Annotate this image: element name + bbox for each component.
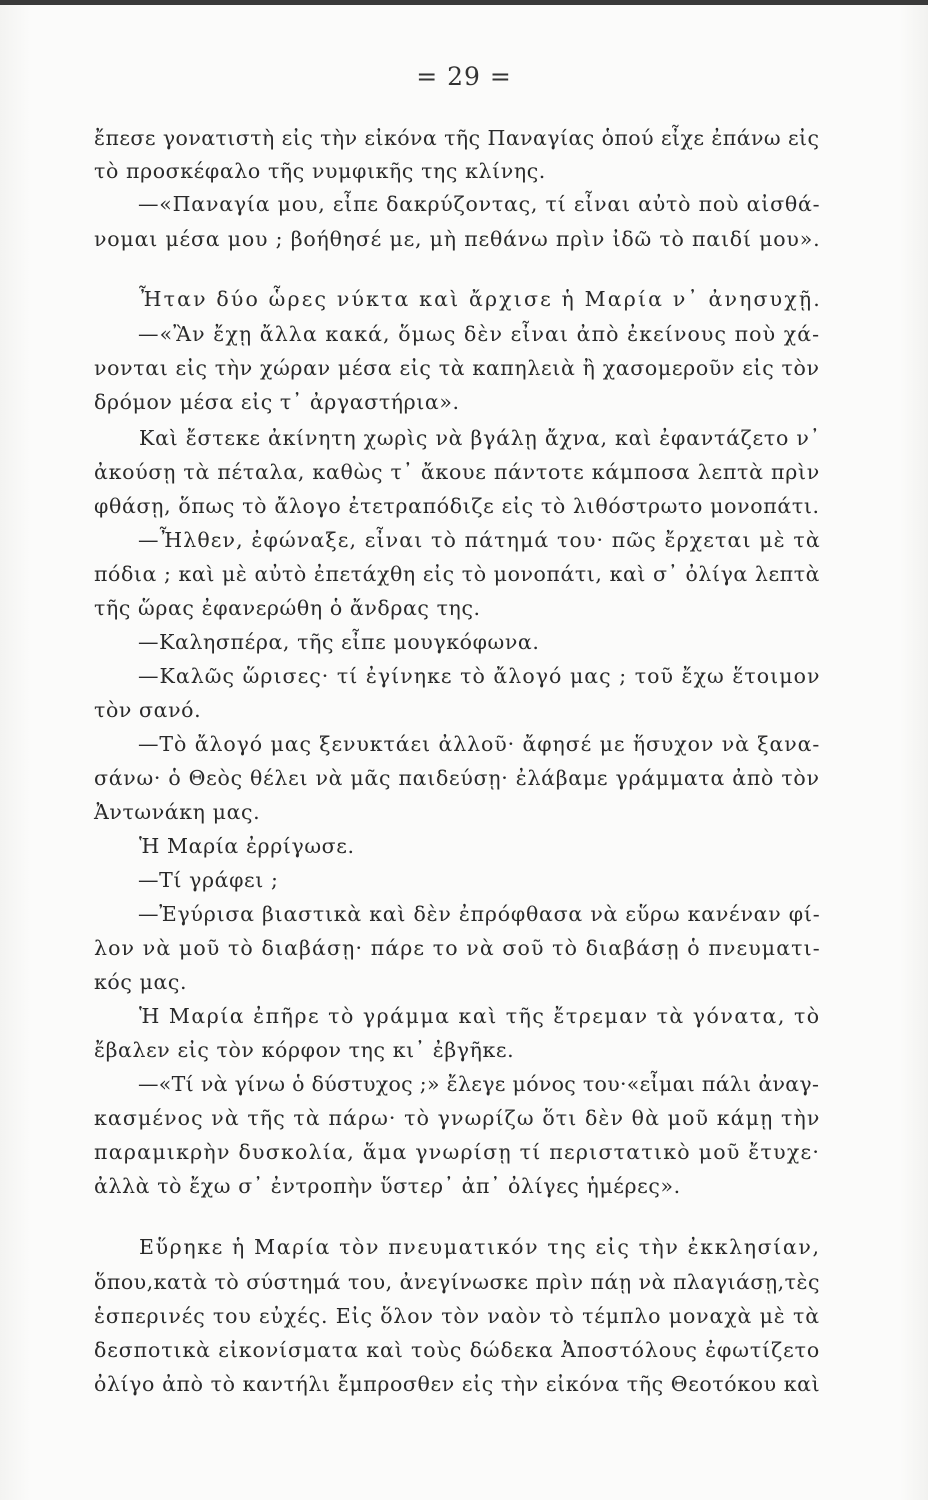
text-line: —Ἐγύρισα βιαστικὰ καὶ δὲν ἐπρόφθασα νὰ εὕρω κανέναν φί- (138, 902, 821, 926)
text-line: Ἡ Μαρία ἐπῆρε τὸ γράμμα καὶ τῆς ἔτρεμαν τὰ γόνατα, τὸ (139, 1004, 821, 1028)
text-line: Ἡ Μαρία ἐρρίγωσε. (139, 834, 355, 858)
text-line: ὅπου,κατὰ τὸ σύστημά του, ἀνεγίνωσκε πρὶν πάῃ νὰ πλαγιάσῃ,τὲς (94, 1270, 820, 1294)
text-line: ἔπεσε γονατιστὴ εἰς τὴν εἰκόνα τῆς Παναγίας ὁπού εἶχε ἐπάνω εἰς (94, 126, 820, 150)
text-line: ἔβαλεν εἰς τὸν κόρφον της κι᾿ ἐβγῆκε. (94, 1038, 515, 1062)
text-line: δεσποτικὰ εἰκονίσματα καὶ τοὺς δώδεκα Ἀποστόλους ἐφωτίζετο (94, 1338, 821, 1362)
text-line: παραμικρὴν δυσκολία, ἅμα γνωρίσῃ τί περιστατικὸ μοῦ ἔτυχε· (94, 1140, 821, 1164)
text-line: νομαι μέσα μου ; βοήθησέ με, μὴ πεθάνω πρὶν ἰδῶ τὸ παιδί μου». (94, 227, 821, 251)
text-line: κός μας. (94, 970, 188, 994)
text-line: ἀκούσῃ τὰ πέταλα, καθὼς τ᾿ ἄκουε πάντοτε κάμποσα λεπτὰ πρὶν (94, 460, 820, 484)
text-line: ὀλίγο ἀπὸ τὸ καντήλι ἔμπροσθεν εἰς τὴν εἰκόνα τῆς Θεοτόκου καὶ (94, 1372, 821, 1396)
text-line: —«Παναγία μου, εἶπε δακρύζοντας, τί εἶναι αὐτὸ ποὺ αἰσθά- (138, 192, 821, 216)
text-line: τὸν σανό. (94, 698, 202, 722)
text-line: —«Ἂν ἔχῃ ἄλλα κακά, ὅμως δὲν εἶναι ἀπὸ ἐκείνους ποὺ χά- (138, 322, 821, 346)
text-line: Εὕρηκε ἡ Μαρία τὸν πνευματικόν της εἰς τὴν ἐκκλησίαν, (139, 1235, 821, 1259)
text-line: νονται εἰς τὴν χώραν μέσα εἰς τὰ καπηλειὰ ἢ χασομεροῦν εἰς τὸν (94, 356, 820, 380)
text-line: —Ἦλθεν, ἐφώναξε, εἶναι τὸ πάτημά του· πῶς ἔρχεται μὲ τὰ (138, 528, 821, 552)
text-line: δρόμον μέσα εἰς τ᾿ ἀργαστήρια». (94, 390, 460, 414)
text-line: —«Τί νὰ γίνω ὁ δύστυχος ;» ἔλεγε μόνος του·«εἶμαι πάλι ἀναγ- (138, 1072, 820, 1096)
text-line: φθάσῃ, ὅπως τὸ ἄλογο ἐτετραπόδιζε εἰς τὸ λιθόστρωτο μονοπάτι. (94, 494, 820, 518)
text-line: —Τὸ ἄλογό μας ξενυκτάει ἀλλοῦ· ἄφησέ με ἥσυχον νὰ ξανα- (138, 732, 821, 756)
page-number: = 29 = (416, 62, 512, 91)
text-line: ἀλλὰ τὸ ἔχω σ᾿ ἐντροπὴν ὕστερ᾿ ἀπ᾿ ὀλίγες ἡμέρες». (94, 1174, 681, 1198)
text-line: Καὶ ἔστεκε ἀκίνητη χωρὶς νὰ βγάλῃ ἄχνα, καὶ ἐφαντάζετο ν᾿ (139, 426, 821, 450)
text-line: —Καλῶς ὥρισες· τί ἐγίνηκε τὸ ἄλογό μας ; τοῦ ἔχω ἕτοιμον (138, 664, 821, 688)
text-line: πόδια ; καὶ μὲ αὐτὸ ἐπετάχθη εἰς τὸ μονοπάτι, καὶ σ᾿ ὀλίγα λεπτὰ (94, 562, 821, 586)
text-line: λον νὰ μοῦ τὸ διαβάσῃ· πάρε το νὰ σοῦ τὸ διαβάσῃ ὁ πνευματι- (94, 936, 821, 960)
text-line: τὸ προσκέφαλο τῆς νυμφικῆς της κλίνης. (94, 159, 546, 183)
text-line: Ἦταν δύο ὧρες νύκτα καὶ ἄρχισε ἡ Μαρία ν᾿ ἀνησυχῇ. (139, 287, 822, 311)
page-top-edge (0, 0, 928, 5)
text-line: Ἀντωνάκη μας. (94, 800, 261, 824)
text-line: ἑσπερινές του εὐχές. Εἰς ὅλον τὸν ναὸν τὸ τέμπλο μοναχὰ μὲ τὰ (94, 1304, 820, 1328)
text-line: —Τί γράφει ; (138, 868, 279, 892)
text-line: τῆς ὥρας ἐφανερώθη ὁ ἄνδρας της. (94, 596, 481, 620)
text-line: —Καλησπέρα, τῆς εἶπε μουγκόφωνα. (138, 630, 540, 654)
text-line: κασμένος νὰ τῆς τὰ πάρω· τὸ γνωρίζω ὅτι δὲν θὰ μοῦ κάμῃ τὴν (94, 1106, 821, 1130)
text-line: σάνω· ὁ Θεὸς θέλει νὰ μᾶς παιδεύσῃ· ἐλάβαμε γράμματα ἀπὸ τὸν (94, 766, 820, 790)
